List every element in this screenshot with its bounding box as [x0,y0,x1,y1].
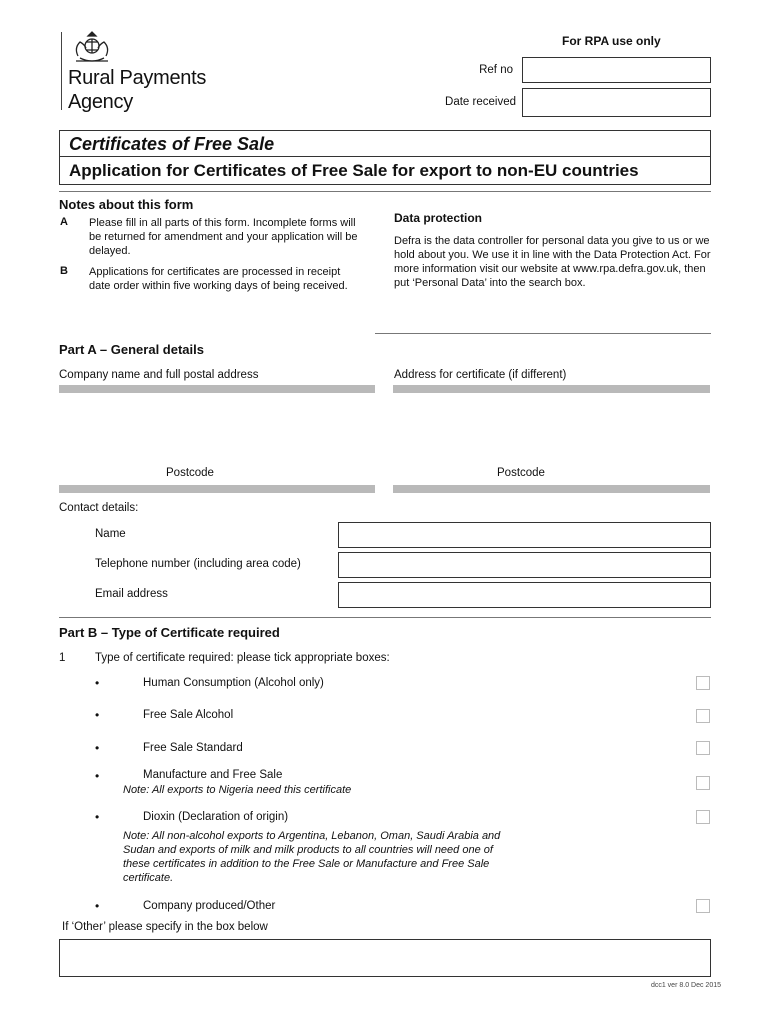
checkbox-company-produced-other[interactable] [696,899,710,913]
bullet: • [95,810,100,824]
rpa-use-only-label: For RPA use only [562,34,661,48]
bullet: • [95,676,100,690]
data-protection-text: Defra is the data controller for personal data you give to us or we hold about you. We use it in line with the Data Protection Act. For more information visit our website at www.rpa.defra.gov.uk, then put ‘Personal Data’ into the search box. [394,235,711,289]
option-note-manufacture-free-sale: Note: All exports to Nigeria need this certificate [123,784,352,796]
bullet: • [95,741,100,755]
option-label-free-sale-standard: Free Sale Standard [143,742,243,754]
date-received-input[interactable] [522,88,711,117]
ref-no-label: Ref no [479,64,513,76]
other-specify-label: If ‘Other’ please specify in the box below [62,921,268,933]
certificate-address-label: Address for certificate (if different) [394,369,567,381]
ref-no-input[interactable] [522,57,711,83]
option-label-free-sale-alcohol: Free Sale Alcohol [143,709,234,721]
form-version: dcc1 ver 8.0 Dec 2015 [650,982,721,989]
date-received-label: Date received [445,96,516,108]
question-number: 1 [59,652,66,664]
checkbox-dioxin[interactable] [696,810,710,824]
checkbox-manufacture-free-sale[interactable] [696,776,710,790]
agency-name [68,66,206,114]
agency-name-line1: Rural Payments [68,67,207,89]
company-address-field[interactable] [59,385,375,393]
royal-crest-icon [72,30,112,64]
company-address-label: Company name and full postal address [59,369,259,381]
logo-divider [61,32,62,110]
divider [59,191,711,192]
form-title: Certificates of Free Sale [59,130,711,157]
email-label: Email address [95,588,168,600]
question-text: Type of certificate required: please tick appropriate boxes: [95,652,390,664]
divider [59,617,711,618]
telephone-label: Telephone number (including area code) [95,558,301,570]
option-label-human-consumption: Human Consumption (Alcohol only) [143,677,324,689]
note-text-b: Applications for certificates are processed in receipt date order within five working days of being received. [89,266,348,292]
note-letter-a: A [60,216,68,228]
email-input[interactable] [338,582,711,608]
checkbox-human-consumption[interactable] [696,676,710,690]
telephone-input[interactable] [338,552,711,578]
certificate-postcode-field[interactable] [393,485,710,493]
company-postcode-field[interactable] [59,485,375,493]
form-subtitle: Application for Certificates of Free Sale for export to non-EU countries [59,157,711,185]
other-specify-input[interactable] [59,939,711,977]
option-label-manufacture-free-sale: Manufacture and Free Sale [143,769,283,781]
bullet: • [95,708,100,722]
data-protection-title: Data protection [394,211,483,225]
notes-heading: Notes about this form [59,197,194,212]
postcode-label-right: Postcode [497,467,545,479]
note-text-a: Please fill in all parts of this form. Incomplete forms will be returned for amendment and your application will be delayed. [89,217,358,257]
part-b-heading: Part B – Type of Certificate required [59,625,280,640]
option-label-dioxin: Dioxin (Declaration of origin) [143,811,289,823]
checkbox-free-sale-alcohol[interactable] [696,709,710,723]
name-input[interactable] [338,522,711,548]
divider [375,333,711,334]
option-label-company-produced-other: Company produced/Other [143,900,276,912]
note-letter-b: B [60,265,68,277]
agency-name-line2: Agency [68,91,133,113]
postcode-label-left: Postcode [166,467,214,479]
checkbox-free-sale-standard[interactable] [696,741,710,755]
part-a-heading: Part A – General details [59,342,204,357]
bullet: • [95,769,100,783]
name-label: Name [95,528,126,540]
bullet: • [95,899,100,913]
contact-details-label: Contact details: [59,502,139,514]
option-note-dioxin: Note: All non-alcohol exports to Argentina, Lebanon, Oman, Saudi Arabia and Sudan and exports of milk and milk products to all countries will need one of these certificates in addition to the Free Sale or Manufacture and Free Sale certificate. [123,830,501,884]
certificate-address-field[interactable] [393,385,710,393]
